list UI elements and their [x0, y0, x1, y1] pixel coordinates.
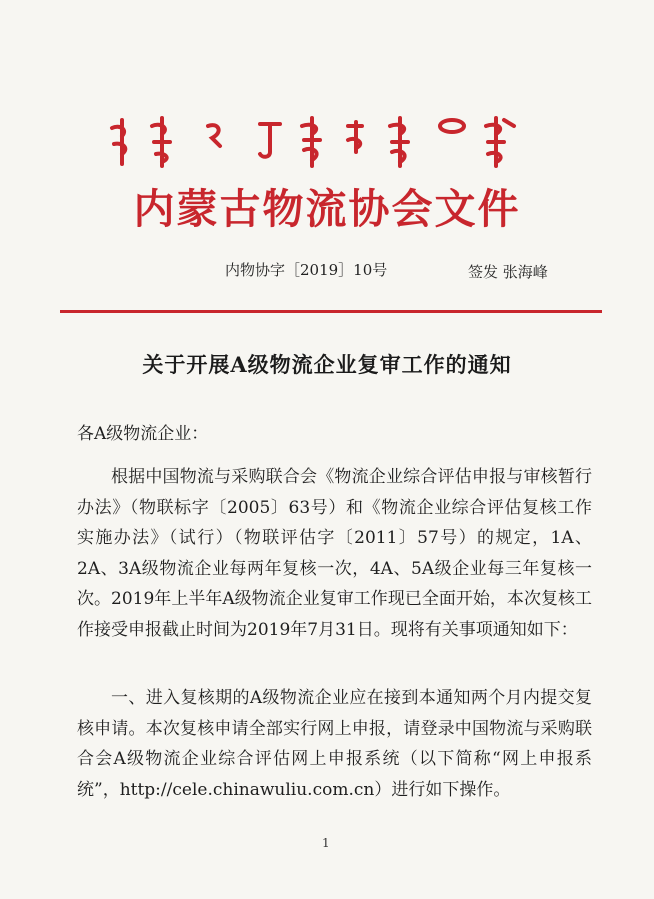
organization-title: 内蒙古物流协会文件	[133, 185, 521, 233]
signer: 签发 张海峰	[468, 263, 548, 281]
mongolian-script-header	[100, 112, 550, 172]
salutation: 各A级物流企业：	[77, 424, 209, 444]
red-divider-line	[60, 310, 602, 313]
body-paragraph-1: 根据中国物流与采购联合会《物流企业综合评估申报与审核暂行办法》（物联标字〔2005〕63号）和《物流企业综合评估复核工作实施办法》（试行）（物联评估字〔2011〕57号）的规定，1A、2A、3A级物流企业每两年复核一次，4A、5A级企业每三年复核一次。2019年上半年A级物流企业复审工作现已全面开始，本次复核工作接受申报截止时间为2019年7月31日。现将有关事项通知如下：	[77, 467, 592, 640]
page-number: 1	[322, 836, 330, 850]
notice-title: 关于开展A级物流企业复审工作的通知	[142, 352, 512, 377]
body-paragraph-2: 一、进入复核期的A级物流企业应在接到本通知两个月内提交复核申请。本次复核申请全部实行网上申报，请登录中国物流与采购联合会A级物流企业综合评估网上申报系统（以下简称“网上申报系统”，http://cele.chinawuliu.com.cn）进行如下操作。	[77, 688, 592, 800]
document-number: 内物协字［2019］10号	[225, 261, 388, 279]
mongolian-script-graphic	[100, 112, 550, 172]
